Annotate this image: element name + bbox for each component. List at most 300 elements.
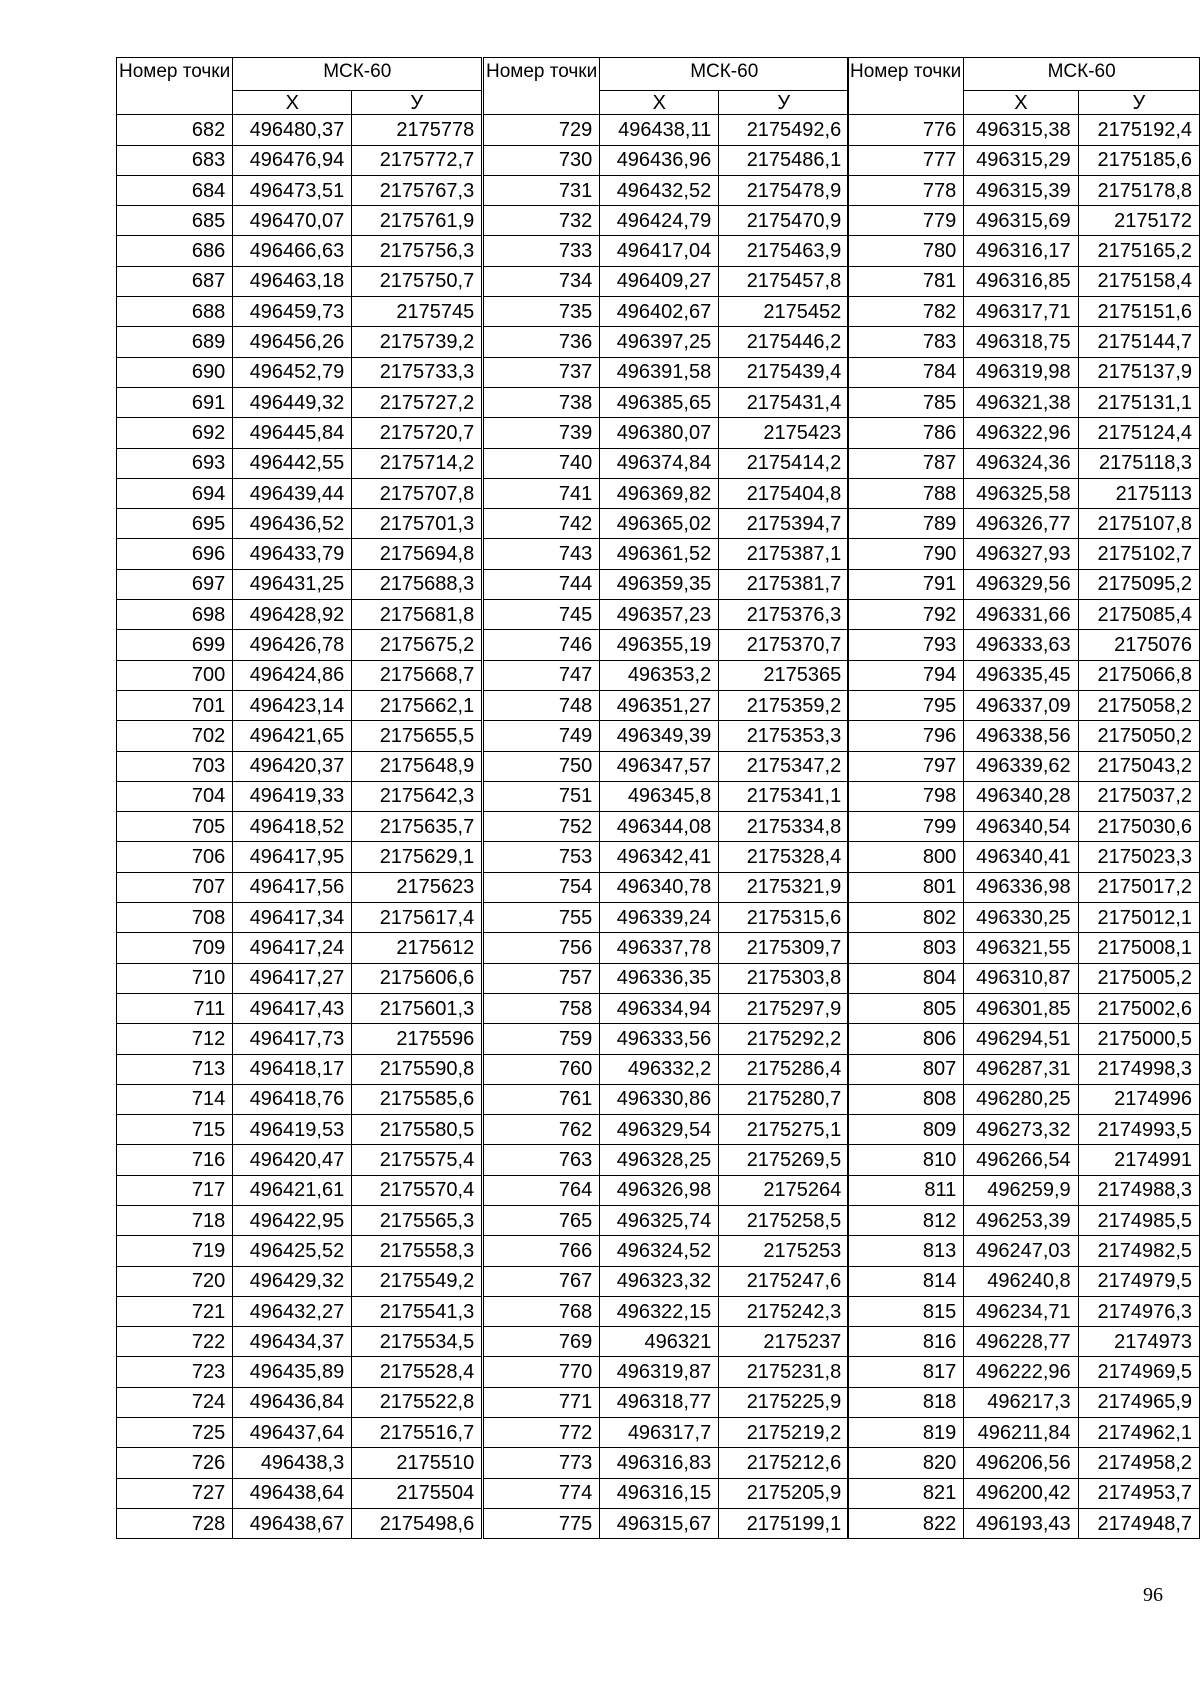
y-value: 2174985,5	[1078, 1205, 1199, 1235]
point-number: 821	[848, 1478, 964, 1508]
table-row	[117, 721, 482, 751]
point-number: 740	[484, 448, 600, 478]
x-value: 496422,95	[233, 1205, 352, 1235]
x-value: 496317,71	[964, 297, 1078, 327]
page-number: 96	[1143, 1584, 1163, 1606]
table-row	[117, 842, 482, 872]
table-row	[848, 660, 1200, 690]
y-value: 2174969,5	[1078, 1357, 1199, 1387]
y-value: 2175376,3	[719, 600, 849, 630]
x-value: 496397,25	[600, 327, 719, 357]
point-number: 704	[117, 781, 233, 811]
point-number: 685	[117, 206, 233, 236]
table-row	[117, 266, 482, 296]
y-value: 2175745	[352, 297, 482, 327]
y-value: 2175720,7	[352, 418, 482, 448]
table-row	[484, 1145, 849, 1175]
point-number: 763	[484, 1145, 600, 1175]
x-value: 496452,79	[233, 357, 352, 387]
point-number: 721	[117, 1296, 233, 1326]
point-number: 764	[484, 1175, 600, 1205]
y-value: 2175199,1	[719, 1508, 849, 1538]
x-value: 496435,89	[233, 1357, 352, 1387]
point-number: 812	[848, 1205, 964, 1235]
table-row	[484, 145, 849, 175]
point-number: 694	[117, 478, 233, 508]
table-row	[848, 539, 1200, 569]
y-value: 2175629,1	[352, 842, 482, 872]
header-point-number: Номер точки	[848, 58, 964, 115]
point-number: 692	[117, 418, 233, 448]
y-value: 2175457,8	[719, 266, 849, 296]
y-value: 2175275,1	[719, 1115, 849, 1145]
y-value: 2175253	[719, 1236, 849, 1266]
point-number: 711	[117, 993, 233, 1023]
y-value: 2175353,3	[719, 721, 849, 751]
point-number: 746	[484, 630, 600, 660]
y-value: 2175237	[719, 1327, 849, 1357]
point-number: 730	[484, 145, 600, 175]
point-number: 783	[848, 327, 964, 357]
table-row	[117, 145, 482, 175]
x-value: 496417,27	[233, 963, 352, 993]
point-number: 728	[117, 1508, 233, 1538]
table-row	[848, 1266, 1200, 1296]
point-number: 781	[848, 266, 964, 296]
y-value: 2175258,5	[719, 1205, 849, 1235]
table-row	[117, 236, 482, 266]
point-number: 758	[484, 993, 600, 1023]
point-number: 789	[848, 509, 964, 539]
x-value: 496319,87	[600, 1357, 719, 1387]
table-row	[484, 1054, 849, 1084]
x-value: 496259,9	[964, 1175, 1078, 1205]
table-row	[484, 387, 849, 417]
x-value: 496473,51	[233, 175, 352, 205]
y-value: 2175066,8	[1078, 660, 1199, 690]
x-value: 496417,04	[600, 236, 719, 266]
x-value: 496429,32	[233, 1266, 352, 1296]
x-value: 496338,56	[964, 721, 1078, 751]
x-value: 496334,94	[600, 993, 719, 1023]
point-number: 762	[484, 1115, 600, 1145]
table-row	[117, 206, 482, 236]
y-value: 2175414,2	[719, 448, 849, 478]
y-value: 2175118,3	[1078, 448, 1199, 478]
y-value: 2175264	[719, 1175, 849, 1205]
y-value: 2175570,4	[352, 1175, 482, 1205]
y-value: 2175727,2	[352, 387, 482, 417]
x-value: 496418,52	[233, 812, 352, 842]
table-row	[484, 448, 849, 478]
y-value: 2175761,9	[352, 206, 482, 236]
x-value: 496253,39	[964, 1205, 1078, 1235]
point-number: 817	[848, 1357, 964, 1387]
x-value: 496432,52	[600, 175, 719, 205]
table-row	[117, 418, 482, 448]
point-number: 736	[484, 327, 600, 357]
y-value: 2175124,4	[1078, 418, 1199, 448]
y-value: 2175642,3	[352, 781, 482, 811]
x-value: 496342,41	[600, 842, 719, 872]
y-value: 2175280,7	[719, 1084, 849, 1114]
table-row	[484, 660, 849, 690]
y-value: 2175701,3	[352, 509, 482, 539]
y-value: 2175107,8	[1078, 509, 1199, 539]
y-value: 2175675,2	[352, 630, 482, 660]
point-number: 701	[117, 690, 233, 720]
table-row	[848, 903, 1200, 933]
x-value: 496438,11	[600, 115, 719, 145]
table-row	[117, 297, 482, 327]
table-row	[848, 297, 1200, 327]
y-value: 2175750,7	[352, 266, 482, 296]
point-number: 689	[117, 327, 233, 357]
y-value: 2175733,3	[352, 357, 482, 387]
table-row	[484, 1508, 849, 1538]
x-value: 496247,03	[964, 1236, 1078, 1266]
x-value: 496321,55	[964, 933, 1078, 963]
table-row	[484, 175, 849, 205]
y-value: 2175341,1	[719, 781, 849, 811]
table-row	[484, 1115, 849, 1145]
point-number: 796	[848, 721, 964, 751]
x-value: 496332,2	[600, 1054, 719, 1084]
table-row	[484, 1357, 849, 1387]
table-row	[848, 478, 1200, 508]
x-value: 496324,36	[964, 448, 1078, 478]
table-row	[117, 933, 482, 963]
x-value: 496438,64	[233, 1478, 352, 1508]
table-row	[484, 206, 849, 236]
x-value: 496437,64	[233, 1418, 352, 1448]
table-row	[117, 1175, 482, 1205]
table-row	[848, 1478, 1200, 1508]
point-number: 716	[117, 1145, 233, 1175]
table-row	[117, 1145, 482, 1175]
table-row	[848, 993, 1200, 1023]
x-value: 496200,42	[964, 1478, 1078, 1508]
x-value: 496432,27	[233, 1296, 352, 1326]
point-number: 792	[848, 600, 964, 630]
point-number: 790	[848, 539, 964, 569]
y-value: 2175558,3	[352, 1236, 482, 1266]
point-number: 785	[848, 387, 964, 417]
x-value: 496347,57	[600, 751, 719, 781]
x-value: 496417,56	[233, 872, 352, 902]
point-number: 782	[848, 297, 964, 327]
table-row	[117, 1418, 482, 1448]
x-value: 496417,73	[233, 1024, 352, 1054]
point-number: 780	[848, 236, 964, 266]
y-value: 2175043,2	[1078, 751, 1199, 781]
x-value: 496449,32	[233, 387, 352, 417]
x-value: 496425,52	[233, 1236, 352, 1266]
x-value: 496421,61	[233, 1175, 352, 1205]
x-value: 496319,98	[964, 357, 1078, 387]
y-value: 2175404,8	[719, 478, 849, 508]
table-row	[848, 751, 1200, 781]
table-row	[484, 1024, 849, 1054]
x-value: 496369,82	[600, 478, 719, 508]
point-number: 822	[848, 1508, 964, 1538]
point-number: 765	[484, 1205, 600, 1235]
y-value: 2175231,8	[719, 1357, 849, 1387]
point-number: 705	[117, 812, 233, 842]
y-value: 2175017,2	[1078, 872, 1199, 902]
point-number: 733	[484, 236, 600, 266]
point-number: 709	[117, 933, 233, 963]
y-value: 2175050,2	[1078, 721, 1199, 751]
table-row	[117, 1084, 482, 1114]
header-coordinate-system: МСК-60	[233, 58, 482, 91]
table-row	[484, 903, 849, 933]
table-row	[117, 903, 482, 933]
y-value: 2175085,4	[1078, 600, 1199, 630]
point-number: 718	[117, 1205, 233, 1235]
table-row	[484, 539, 849, 569]
header-x: Х	[964, 91, 1078, 115]
y-value: 2175242,3	[719, 1296, 849, 1326]
point-number: 734	[484, 266, 600, 296]
x-value: 496318,75	[964, 327, 1078, 357]
table-row	[848, 1387, 1200, 1417]
point-number: 805	[848, 993, 964, 1023]
y-value: 2175292,2	[719, 1024, 849, 1054]
table-row	[117, 539, 482, 569]
y-value: 2175137,9	[1078, 357, 1199, 387]
header-coordinate-system: МСК-60	[964, 58, 1200, 91]
point-number: 697	[117, 569, 233, 599]
x-value: 496322,96	[964, 418, 1078, 448]
x-value: 496316,15	[600, 1478, 719, 1508]
table-row	[484, 1478, 849, 1508]
x-value: 496333,56	[600, 1024, 719, 1054]
x-value: 496409,27	[600, 266, 719, 296]
y-value: 2175381,7	[719, 569, 849, 599]
header-point-number: Номер точки	[117, 58, 233, 115]
point-number: 741	[484, 478, 600, 508]
x-value: 496222,96	[964, 1357, 1078, 1387]
y-value: 2175662,1	[352, 690, 482, 720]
point-number: 777	[848, 145, 964, 175]
x-value: 496326,77	[964, 509, 1078, 539]
point-number: 798	[848, 781, 964, 811]
table-row	[848, 1327, 1200, 1357]
y-value: 2175387,1	[719, 539, 849, 569]
point-number: 726	[117, 1448, 233, 1478]
x-value: 496459,73	[233, 297, 352, 327]
y-value: 2175756,3	[352, 236, 482, 266]
x-value: 496439,44	[233, 478, 352, 508]
table-row	[484, 1266, 849, 1296]
point-number: 775	[484, 1508, 600, 1538]
table-row	[848, 1357, 1200, 1387]
y-value: 2175309,7	[719, 933, 849, 963]
point-number: 761	[484, 1084, 600, 1114]
point-number: 753	[484, 842, 600, 872]
table-row	[484, 509, 849, 539]
table-row	[117, 1327, 482, 1357]
table-row	[848, 963, 1200, 993]
x-value: 496329,54	[600, 1115, 719, 1145]
point-number: 696	[117, 539, 233, 569]
y-value: 2175580,5	[352, 1115, 482, 1145]
point-number: 784	[848, 357, 964, 387]
x-value: 496402,67	[600, 297, 719, 327]
table-row	[484, 842, 849, 872]
table-row	[117, 1448, 482, 1478]
y-value: 2174976,3	[1078, 1296, 1199, 1326]
table-row	[117, 1054, 482, 1084]
x-value: 496361,52	[600, 539, 719, 569]
point-number: 724	[117, 1387, 233, 1417]
point-number: 819	[848, 1418, 964, 1448]
x-value: 496480,37	[233, 115, 352, 145]
header-coordinate-system: МСК-60	[600, 58, 849, 91]
x-value: 496353,2	[600, 660, 719, 690]
y-value: 2175000,5	[1078, 1024, 1199, 1054]
point-number: 687	[117, 266, 233, 296]
point-number: 767	[484, 1266, 600, 1296]
point-number: 707	[117, 872, 233, 902]
table-row	[848, 327, 1200, 357]
table-row	[848, 1054, 1200, 1084]
y-value: 2175528,4	[352, 1357, 482, 1387]
y-value: 2175151,6	[1078, 297, 1199, 327]
y-value: 2175492,6	[719, 115, 849, 145]
y-value: 2174996	[1078, 1084, 1199, 1114]
y-value: 2174973	[1078, 1327, 1199, 1357]
y-value: 2175023,3	[1078, 842, 1199, 872]
y-value: 2175549,2	[352, 1266, 482, 1296]
y-value: 2175439,4	[719, 357, 849, 387]
x-value: 496470,07	[233, 206, 352, 236]
point-number: 749	[484, 721, 600, 751]
y-value: 2175635,7	[352, 812, 482, 842]
point-number: 754	[484, 872, 600, 902]
point-number: 816	[848, 1327, 964, 1357]
table-row	[117, 1387, 482, 1417]
table-row	[848, 690, 1200, 720]
y-value: 2175144,7	[1078, 327, 1199, 357]
x-value: 496385,65	[600, 387, 719, 417]
x-value: 496340,54	[964, 812, 1078, 842]
table-row	[484, 751, 849, 781]
header-x: Х	[233, 91, 352, 115]
table-row	[117, 327, 482, 357]
y-value: 2174988,3	[1078, 1175, 1199, 1205]
x-value: 496419,53	[233, 1115, 352, 1145]
x-value: 496420,47	[233, 1145, 352, 1175]
x-value: 496321	[600, 1327, 719, 1357]
x-value: 496321,38	[964, 387, 1078, 417]
y-value: 2175694,8	[352, 539, 482, 569]
point-number: 803	[848, 933, 964, 963]
y-value: 2175321,9	[719, 872, 849, 902]
y-value: 2175478,9	[719, 175, 849, 205]
x-value: 496434,37	[233, 1327, 352, 1357]
x-value: 496340,41	[964, 842, 1078, 872]
x-value: 496419,33	[233, 781, 352, 811]
table-row	[117, 751, 482, 781]
header-y: У	[352, 91, 482, 115]
x-value: 496327,93	[964, 539, 1078, 569]
y-value: 2175095,2	[1078, 569, 1199, 599]
table-row	[848, 1205, 1200, 1235]
y-value: 2175617,4	[352, 903, 482, 933]
table-row	[848, 1508, 1200, 1538]
x-value: 496280,25	[964, 1084, 1078, 1114]
point-number: 723	[117, 1357, 233, 1387]
point-number: 810	[848, 1145, 964, 1175]
point-number: 760	[484, 1054, 600, 1084]
y-value: 2175565,3	[352, 1205, 482, 1235]
y-value: 2175772,7	[352, 145, 482, 175]
y-value: 2175185,6	[1078, 145, 1199, 175]
table-row	[117, 812, 482, 842]
y-value: 2175334,8	[719, 812, 849, 842]
point-number: 717	[117, 1175, 233, 1205]
table-row	[117, 1205, 482, 1235]
table-row	[117, 1115, 482, 1145]
point-number: 772	[484, 1418, 600, 1448]
x-value: 496316,17	[964, 236, 1078, 266]
table-row	[484, 1205, 849, 1235]
x-value: 496339,24	[600, 903, 719, 933]
y-value: 2174962,1	[1078, 1418, 1199, 1448]
table-row	[117, 175, 482, 205]
x-value: 496333,63	[964, 630, 1078, 660]
x-value: 496336,98	[964, 872, 1078, 902]
table-row	[848, 1084, 1200, 1114]
x-value: 496318,77	[600, 1387, 719, 1417]
y-value: 2174958,2	[1078, 1448, 1199, 1478]
table-row	[848, 1448, 1200, 1478]
x-value: 496323,32	[600, 1266, 719, 1296]
table-row	[117, 387, 482, 417]
y-value: 2175205,9	[719, 1478, 849, 1508]
point-number: 779	[848, 206, 964, 236]
point-number: 806	[848, 1024, 964, 1054]
y-value: 2175178,8	[1078, 175, 1199, 205]
table-row	[484, 600, 849, 630]
point-number: 804	[848, 963, 964, 993]
y-value: 2175076	[1078, 630, 1199, 660]
table-row	[484, 115, 849, 145]
y-value: 2175058,2	[1078, 690, 1199, 720]
x-value: 496330,86	[600, 1084, 719, 1114]
x-value: 496315,69	[964, 206, 1078, 236]
table-row	[484, 630, 849, 660]
x-value: 496317,7	[600, 1418, 719, 1448]
point-number: 720	[117, 1266, 233, 1296]
x-value: 496423,14	[233, 690, 352, 720]
point-number: 722	[117, 1327, 233, 1357]
table-row	[484, 297, 849, 327]
point-number: 787	[848, 448, 964, 478]
table-row	[848, 266, 1200, 296]
y-value: 2175303,8	[719, 963, 849, 993]
point-number: 795	[848, 690, 964, 720]
point-number: 811	[848, 1175, 964, 1205]
x-value: 496316,85	[964, 266, 1078, 296]
y-value: 2175423	[719, 418, 849, 448]
table-row	[484, 1175, 849, 1205]
x-value: 496287,31	[964, 1054, 1078, 1084]
table-row	[484, 418, 849, 448]
x-value: 496322,15	[600, 1296, 719, 1326]
